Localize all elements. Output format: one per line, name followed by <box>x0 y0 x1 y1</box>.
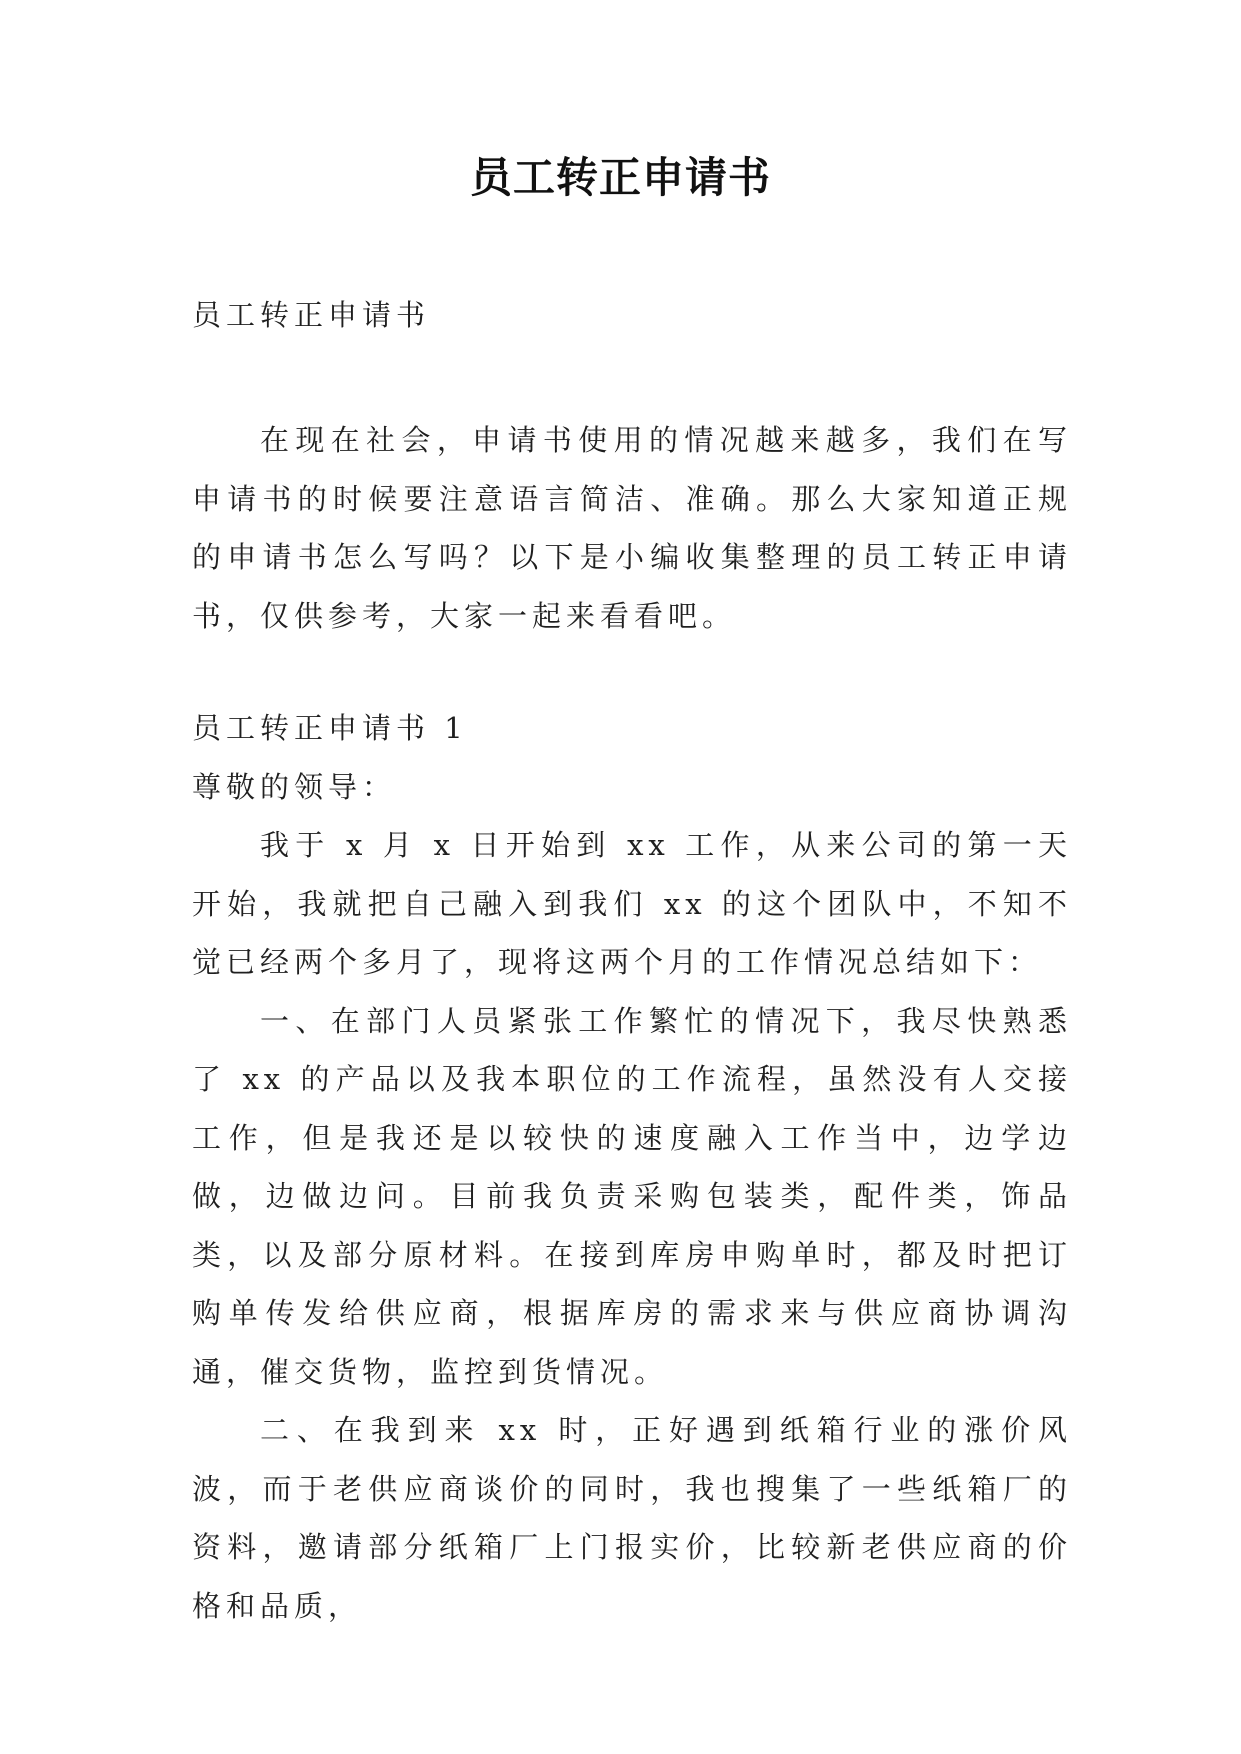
intro-paragraph: 在现在社会，申请书使用的情况越来越多，我们在写申请书的时候要注意语言简洁、准确。那么大家知道正规的申请书怎么写吗？以下是小编收集整理的员工转正申请书，仅供参考，大家一起来看看吧。 <box>192 423 1072 633</box>
letter-paragraph: 我于 x 月 x 日开始到 xx 工作，从来公司的第一天开始，我就把自己融入到我们 xx 的这个团队中，不知不觉已经两个多月了，现将这两个月的工作情况总结如下： <box>192 828 1072 979</box>
document-title: 员工转正申请书 <box>469 153 771 202</box>
letter-paragraph: 一、在部门人员紧张工作繁忙的情况下，我尽快熟悉了 xx 的产品以及我本职位的工作流程，虽然没有人交接工作，但是我还是以较快的速度融入工作当中，边学边做，边做边问。目前我负责采购包装类，配件类，饰品类，以及部分原材料。在接到库房申购单时，都及时把订购单传发给供应商，根据库房的需求来与供应商协调沟通，催交货物，监控到货情况。 <box>192 1003 1072 1389</box>
document-subtitle <box>192 286 1072 345</box>
letter-paragraph: 二、在我到来 xx 时，正好遇到纸箱行业的涨价风波，而于老供应商谈价的同时，我也搜集了一些纸箱厂的资料，邀请部分纸箱厂上门报实价，比较新老供应商的价格和品质， <box>192 1413 1072 1623</box>
section-heading: 员工转正申请书 1 <box>192 711 468 745</box>
salutation: 尊敬的领导： <box>192 769 397 804</box>
subtitle-text: 员工转正申请书 <box>192 298 431 332</box>
intro-section <box>192 411 1072 645</box>
letter-section <box>192 699 1072 1635</box>
